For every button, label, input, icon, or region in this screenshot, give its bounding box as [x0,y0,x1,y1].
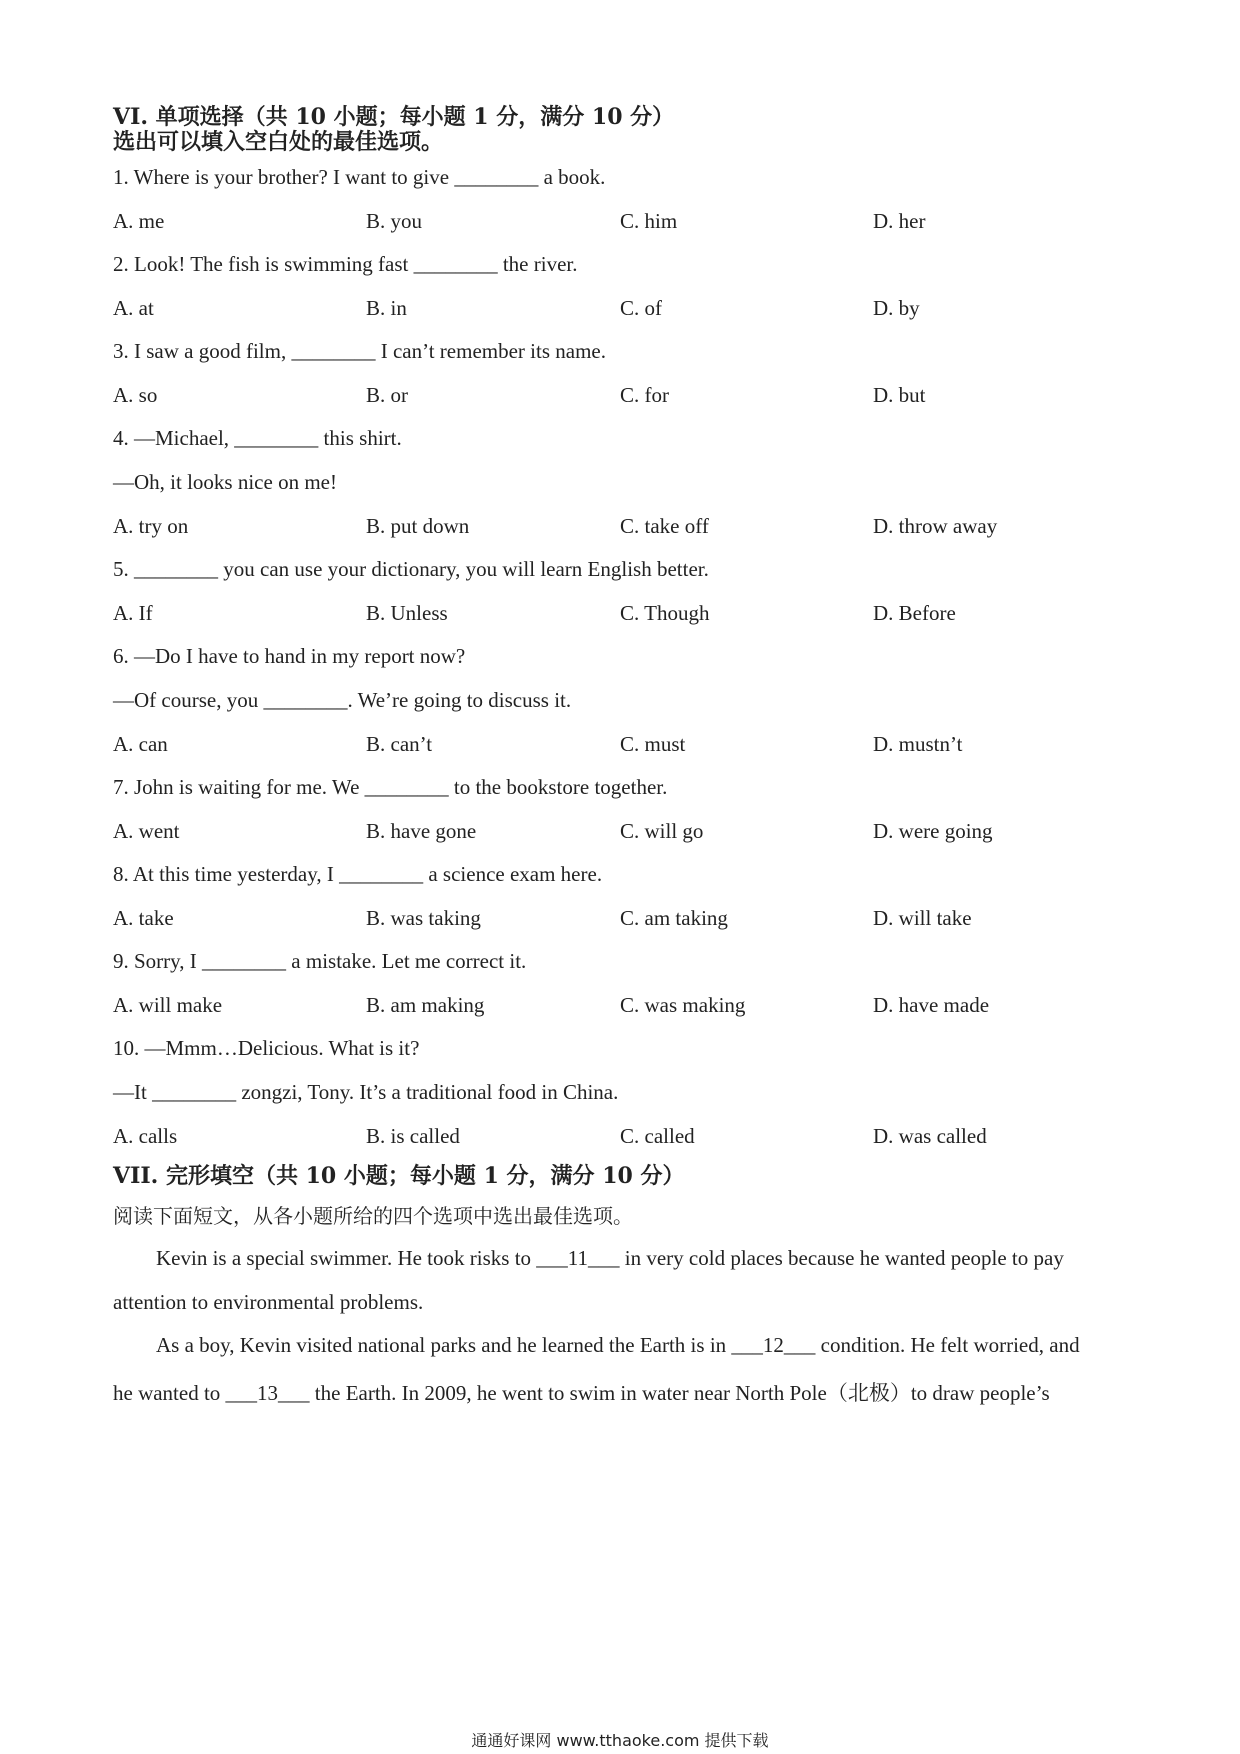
passage-text: the Earth. In 2009, he went to swim in water near North Pole（北极）to draw people’s [309,1381,1050,1405]
question-10-options [113,1124,1123,1154]
question-10: 10. —Mmm…Delicious. What is it? [113,1036,420,1060]
section-6-title: VI. 单项选择（共 10 小题；每小题 1 分，满分 10 分） [113,104,675,130]
passage-line-4 [113,1377,1133,1407]
option-c: C. called [620,1124,695,1148]
option-b: B. was taking [366,906,481,930]
passage-line-3 [156,1333,1176,1358]
passage-text: condition. He felt worried, and [815,1333,1080,1357]
option-a: A. so [113,383,158,407]
page-footer: 通通好课网 www.tthaoke.com 提供下载 [471,1731,769,1750]
option-d: D. will take [873,906,972,930]
option-b: B. you [366,209,423,233]
question-8: 8. At this time yesterday, I ________ a science exam here. [113,862,603,886]
passage-text: in very cold places because he wanted people to pay [619,1246,1064,1270]
option-a: A. calls [113,1124,178,1148]
question-9: 9. Sorry, I ________ a mistake. Let me correct it. [113,949,527,973]
option-d: D. mustn’t [873,732,963,756]
option-b: B. have gone [366,819,477,843]
passage-text: As a boy, Kevin visited national parks and he learned the Earth is in [156,1333,732,1357]
option-d: D. but [873,383,926,407]
question-5: 5. ________ you can use your dictionary, you will learn English better. [113,557,709,581]
option-d: D. by [873,296,920,320]
question-1: 1. Where is your brother? I want to give ________ a book. [113,165,606,189]
blank-13: ___13___ [225,1381,310,1405]
question-4-response: —Oh, it looks nice on me! [113,470,337,494]
question-1-options [113,209,1123,239]
option-d: D. were going [873,819,993,843]
question-3: 3. I saw a good film, ________ I can’t remember its name. [113,339,606,363]
option-c: C. am taking [620,906,728,930]
option-d: D. was called [873,1124,987,1148]
option-c: C. Though [620,601,710,625]
option-a: A. will make [113,993,223,1017]
option-a: A. at [113,296,154,320]
option-c: C. will go [620,819,704,843]
option-b: B. is called [366,1124,460,1148]
section-6-subtitle: 选出可以填入空白处的最佳选项。 [113,129,444,155]
passage-text: Kevin is a special swimmer. He took risks to [156,1246,537,1270]
option-a: A. try on [113,514,189,538]
blank-12: ___12___ [731,1333,816,1357]
option-d: D. have made [873,993,990,1017]
option-b: B. put down [366,514,470,538]
section-7-instruction: 阅读下面短文，从各小题所给的四个选项中选出最佳选项。 [113,1204,633,1228]
option-d: D. her [873,209,926,233]
option-c: C. of [620,296,662,320]
question-8-options [113,906,1123,936]
question-4-options [113,514,1123,544]
option-a: A. went [113,819,180,843]
option-a: A. can [113,732,168,756]
question-10-response: —It ________ zongzi, Tony. It’s a traditional food in China. [113,1080,619,1104]
option-c: C. was making [620,993,746,1017]
question-6: 6. —Do I have to hand in my report now? [113,644,466,668]
option-c: C. him [620,209,678,233]
option-b: B. can’t [366,732,433,756]
option-c: C. for [620,383,669,407]
option-b: B. or [366,383,408,407]
section-7-title: VII. 完形填空（共 10 小题；每小题 1 分，满分 10 分） [113,1163,685,1189]
option-c: C. take off [620,514,709,538]
question-5-options [113,601,1123,631]
blank-11: ___11___ [536,1246,620,1270]
option-a: A. take [113,906,174,930]
question-7: 7. John is waiting for me. We ________ to the bookstore together. [113,775,668,799]
option-b: B. am making [366,993,485,1017]
passage-text: he wanted to [113,1381,226,1405]
question-2-options [113,296,1123,326]
option-c: C. must [620,732,686,756]
question-3-options [113,383,1123,413]
option-b: B. Unless [366,601,448,625]
passage-line-1 [156,1246,1176,1271]
option-a: A. If [113,601,153,625]
option-b: B. in [366,296,407,320]
question-7-options [113,819,1123,849]
option-a: A. me [113,209,165,233]
question-9-options [113,993,1123,1023]
option-d: D. throw away [873,514,998,538]
passage-line-2: attention to environmental problems. [113,1290,424,1314]
question-4: 4. —Michael, ________ this shirt. [113,426,402,450]
question-6-response: —Of course, you ________. We’re going to discuss it. [113,688,572,712]
question-2: 2. Look! The fish is swimming fast ________ the river. [113,252,578,276]
question-6-options [113,732,1123,762]
option-d: D. Before [873,601,956,625]
